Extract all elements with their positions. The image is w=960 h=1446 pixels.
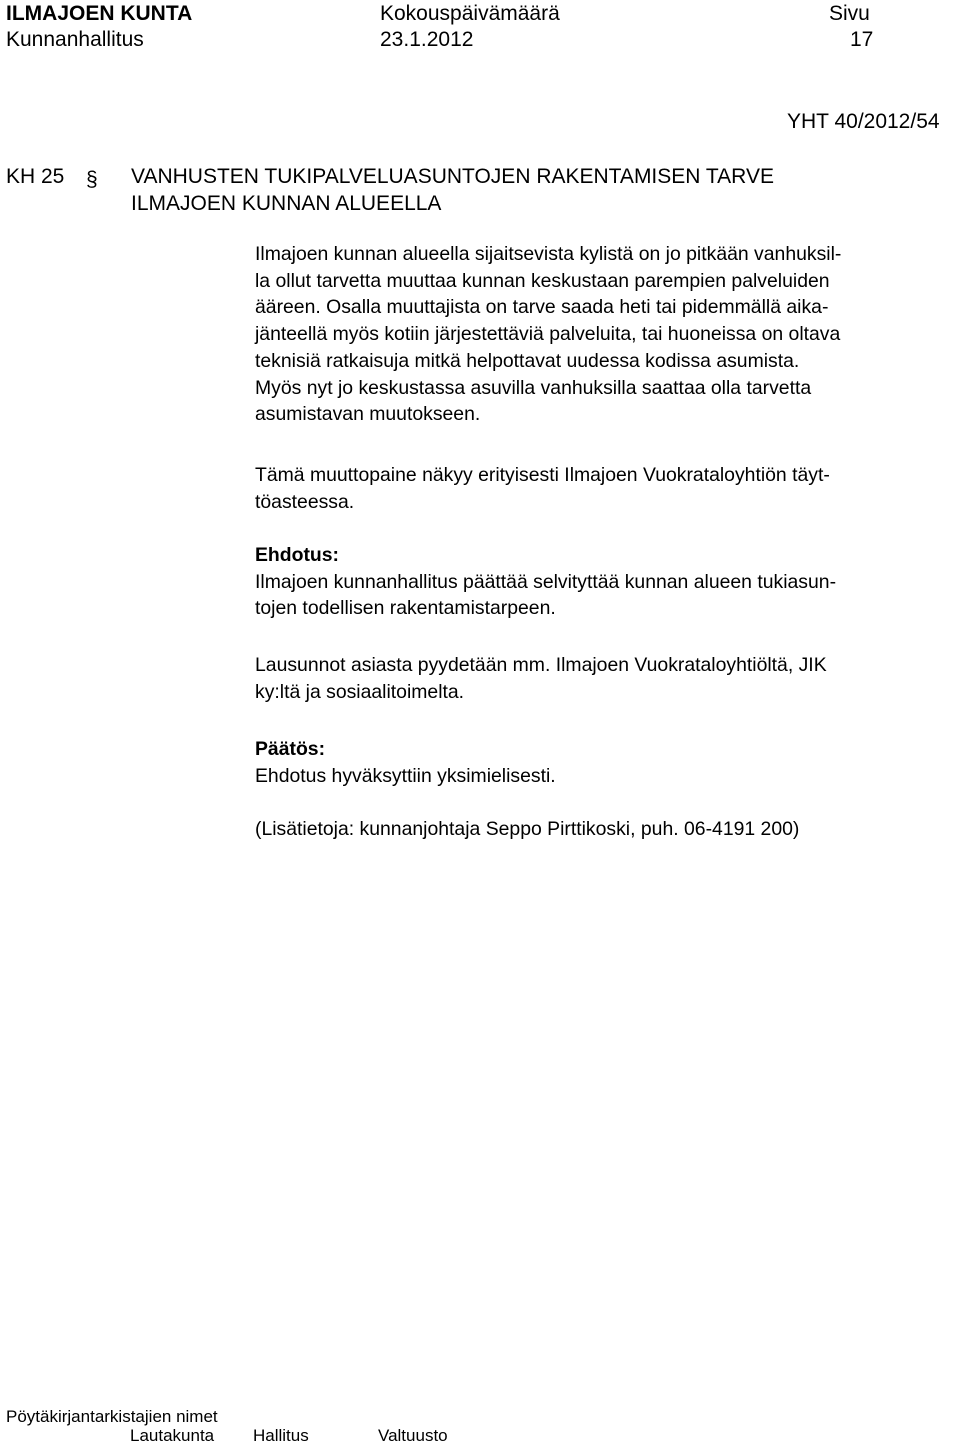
decision-heading: Päätös:	[255, 738, 326, 760]
text-line: Myös nyt jo keskustassa asuvilla vanhuksilla saattaa olla tarvetta	[255, 376, 812, 399]
meeting-date: 23.1.2012	[380, 28, 474, 51]
footer-column-government: Hallitus	[253, 1426, 309, 1445]
text-line: Ilmajoen kunnanhallitus päättää selvityttää kunnan alueen tukiasun-	[255, 570, 837, 593]
proposal-section	[255, 542, 955, 622]
text-line: tojen todellisen rakentamistarpeen.	[255, 597, 556, 620]
text-line: teknisiä ratkaisuja mitkä helpottavat uudessa kodissa asumista.	[255, 349, 800, 372]
text-line: Ilmajoen kunnan alueella sijaitsevista kylistä on jo pitkään vanhuksil-	[255, 243, 842, 265]
intro-paragraph	[255, 241, 955, 428]
pressure-paragraph	[255, 462, 955, 515]
item-title-line-1: VANHUSTEN TUKIPALVELUASUNTOJEN RAKENTAMISEN TARVE	[131, 165, 774, 188]
section-symbol: §	[86, 168, 98, 191]
reference-code: YHT 40/2012/54	[787, 110, 940, 133]
page-label: Sivu	[829, 2, 870, 25]
page-number: 17	[850, 28, 874, 51]
decision-section	[255, 736, 955, 789]
checkers-label: Pöytäkirjantarkistajien nimet	[6, 1407, 218, 1426]
footer-column-board: Lautakunta	[130, 1426, 215, 1445]
text-line: la ollut tarvetta muuttaa kunnan keskustaan parempien palveluiden	[255, 269, 830, 292]
date-label: Kokouspäivämäärä	[380, 2, 560, 25]
board-name: Kunnanhallitus	[6, 28, 144, 51]
text-line: ky:ltä ja sosiaalitoimelta.	[255, 680, 465, 703]
text-line: jänteellä myös kotiin järjestettäviä palveluita, tai huoneissa on oltava	[255, 323, 841, 346]
text-line: ääreen. Osalla muuttajista on tarve saada heti tai pidemmällä aika-	[255, 296, 829, 319]
text-line: Tämä muuttopaine näkyy erityisesti Ilmajoen Vuokrataloyhtiön täyt-	[255, 464, 830, 486]
text-line: töasteessa.	[255, 490, 355, 513]
decision-text: Ehdotus hyväksyttiin yksimielisesti.	[255, 764, 556, 787]
contact-text: (Lisätietoja: kunnanjohtaja Seppo Pirttikoski, puh. 06-4191 200)	[255, 818, 800, 840]
footer-column-council: Valtuusto	[378, 1426, 448, 1445]
item-title-line-2: ILMAJOEN KUNNAN ALUEELLA	[131, 192, 442, 215]
statements-paragraph	[255, 652, 955, 705]
proposal-heading: Ehdotus:	[255, 544, 340, 566]
contact-info	[255, 816, 955, 843]
item-number: KH 25	[6, 165, 65, 188]
text-line: Lausunnot asiasta pyydetään mm. Ilmajoen Vuokrataloyhtiöltä, JIK	[255, 654, 827, 676]
municipality-name: ILMAJOEN KUNTA	[6, 2, 193, 25]
text-line: asumistavan muutokseen.	[255, 403, 481, 426]
